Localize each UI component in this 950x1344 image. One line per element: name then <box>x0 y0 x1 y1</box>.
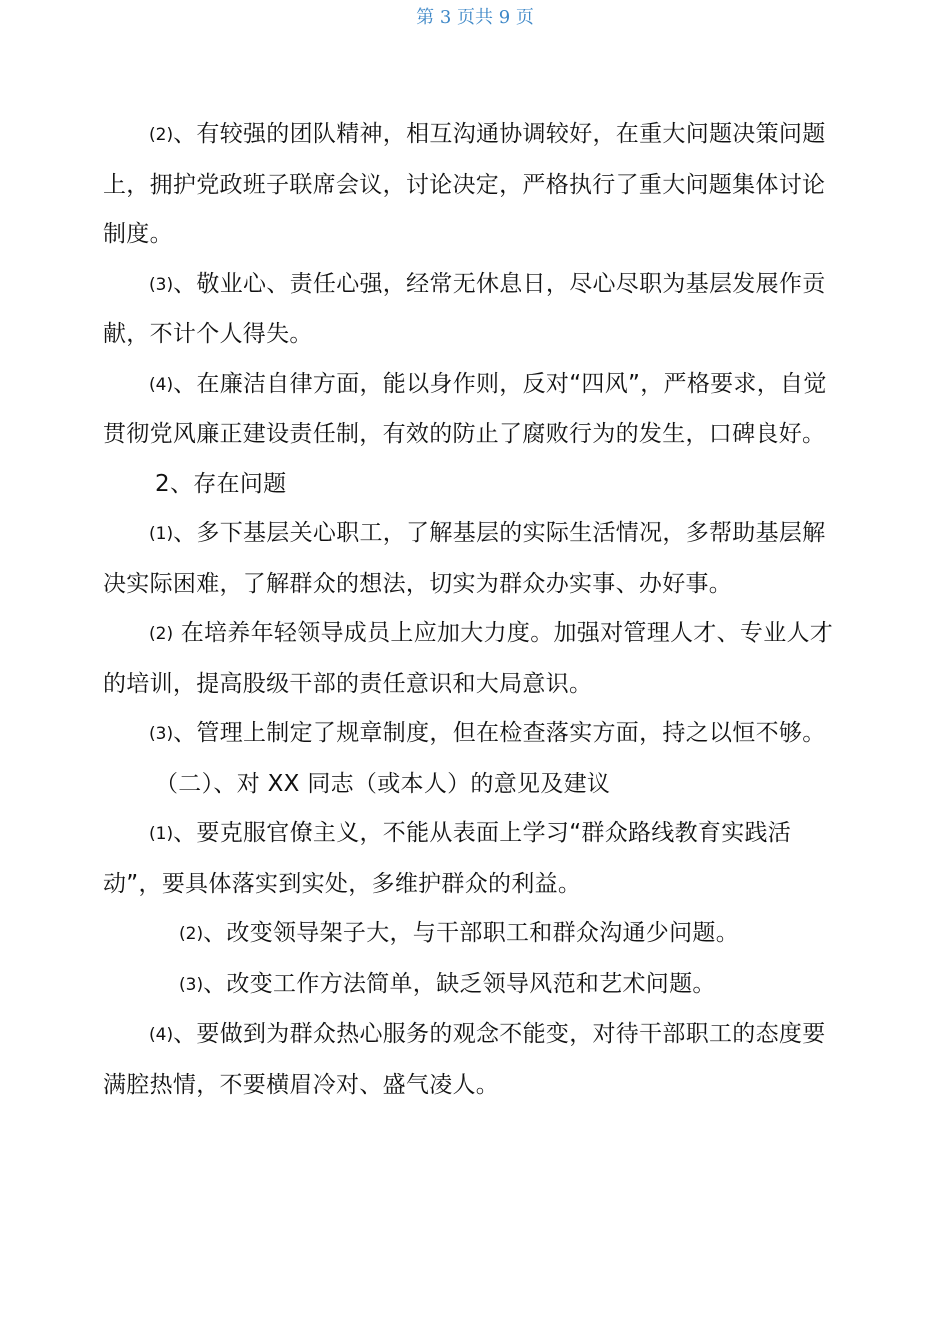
item-number: (3) <box>149 274 174 295</box>
section-heading-problems <box>103 460 845 510</box>
paragraph-text: 、改变工作方法简单，缺乏领导风范和艺术问题。 <box>203 970 716 997</box>
item-number: (1) <box>149 824 174 844</box>
section-heading-suggestions <box>103 760 845 810</box>
paragraph-strength-4 <box>103 360 845 460</box>
item-number: (3) <box>149 724 174 744</box>
paragraph-strength-2 <box>103 110 845 260</box>
paragraph-suggestion-3 <box>103 960 845 1011</box>
item-number: (4) <box>149 374 174 395</box>
page-indicator: 第 3 页共 9 页 <box>416 7 534 28</box>
document-body <box>103 110 845 1110</box>
paragraph-text: 、敬业心、责任心强，经常无休息日，尽心尽职为基层发展作贡献，不计个人得失。 <box>103 270 826 347</box>
paragraph-suggestion-2 <box>103 909 845 960</box>
paragraph-text: 、管理上制定了规章制度，但在检查落实方面，持之以恒不够。 <box>173 720 826 746</box>
paragraph-text: 、多下基层关心职工，了解基层的实际生活情况，多帮助基层解决实际困难，了解群众的想法，切实为群众办实事、办好事。 <box>103 520 826 597</box>
item-number: 2 <box>155 470 170 497</box>
item-number: (3) <box>179 974 204 995</box>
paragraph-text: 、存在问题 <box>169 470 287 497</box>
item-number: (1) <box>149 524 174 544</box>
item-number: (4) <box>149 1025 174 1045</box>
item-number: (2) <box>179 924 204 944</box>
paragraph-text: 在培养年轻领导成员上应加大力度。加强对管理人才、专业人才的培训，提高股级干部的责任意识和大局意识。 <box>103 620 834 697</box>
paragraph-text: 、要克服官僚主义，不能从表面上学习“群众路线教育实践活动”，要具体落实到实处，多维护群众的利益。 <box>103 820 792 897</box>
paragraph-text: 、改变领导架子大，与干部职工和群众沟通少问题。 <box>203 920 739 946</box>
paragraph-text: 、要做到为群众热心服务的观念不能变，对待干部职工的态度要满腔热情，不要横眉冷对、盛气凌人。 <box>103 1021 826 1098</box>
paragraph-problem-1 <box>103 509 845 609</box>
paragraph-suggestion-1 <box>103 809 845 909</box>
paragraph-text: （二）、对 XX 同志（或本人）的意见及建议 <box>155 770 611 797</box>
paragraph-problem-2 <box>103 609 845 709</box>
item-number: (2) <box>149 624 174 644</box>
item-number: (2) <box>149 125 174 145</box>
paragraph-suggestion-4 <box>103 1010 845 1110</box>
paragraph-strength-3 <box>103 260 845 360</box>
paragraph-problem-3 <box>103 709 845 760</box>
paragraph-text: 、有较强的团队精神，相互沟通协调较好，在重大问题决策问题上，拥护党政班子联席会议，讨论决定，严格执行了重大问题集体讨论制度。 <box>103 121 826 247</box>
paragraph-text: 、在廉洁自律方面，能以身作则，反对“四风”，严格要求，自觉贯彻党风廉正建设责任制，有效的防止了腐败行为的发生，口碑良好。 <box>103 370 827 447</box>
